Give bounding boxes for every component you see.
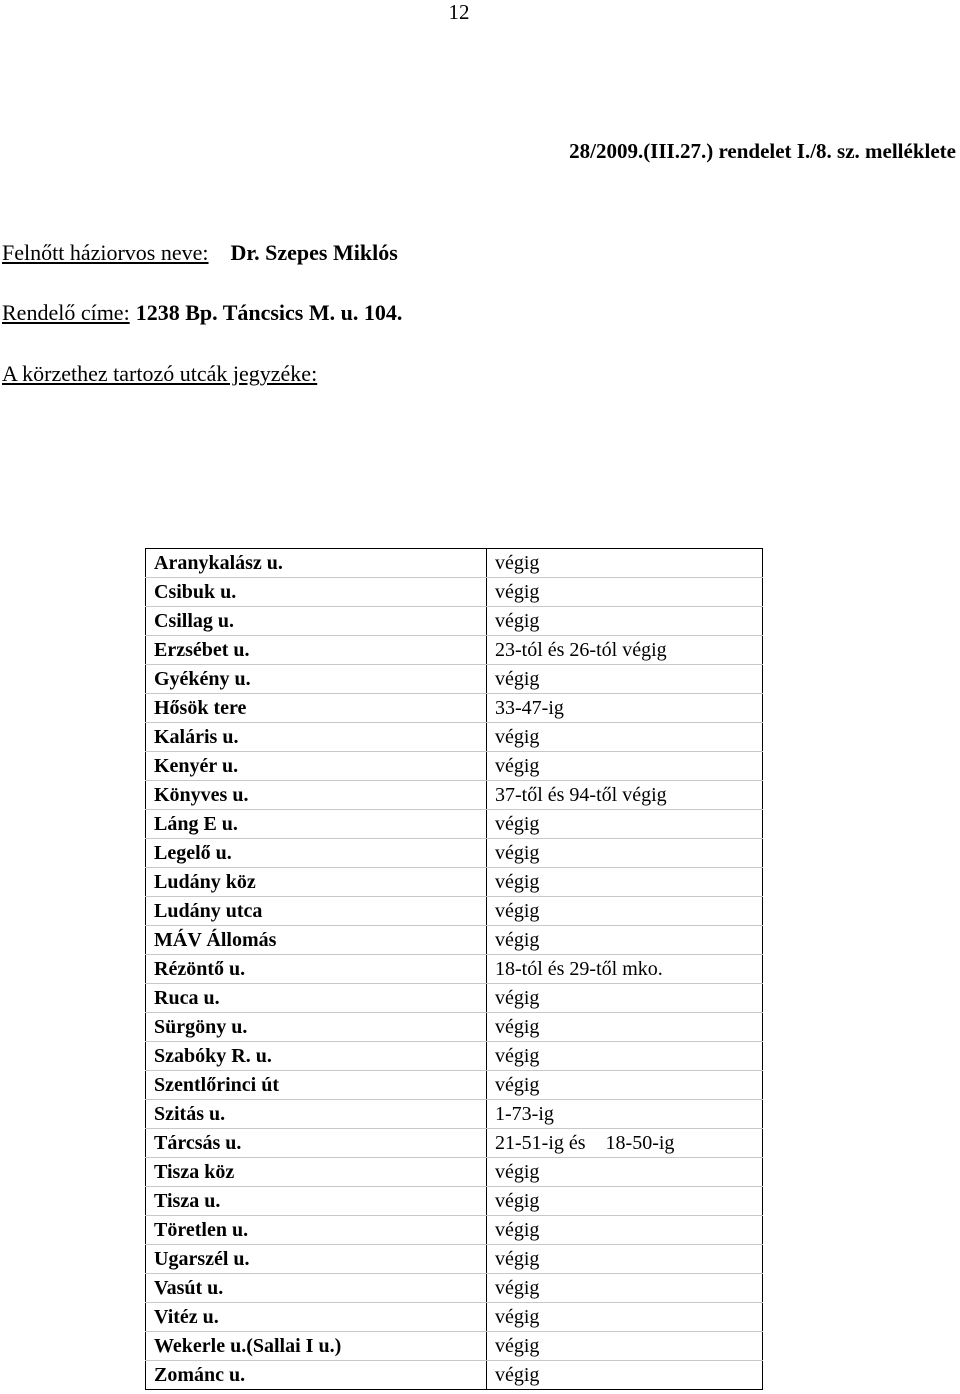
table-row [146,1158,763,1187]
table-row [146,723,763,752]
house-number-range: 18-tól és 29-től mko. [487,955,763,984]
house-number-range: végig [487,1158,763,1187]
table-row [146,868,763,897]
table-row [146,839,763,868]
table-row [146,1071,763,1100]
house-number-range: végig [487,839,763,868]
house-number-range: végig [487,1071,763,1100]
house-number-range: 33-47-ig [487,694,763,723]
table-row [146,897,763,926]
table-row [146,1245,763,1274]
street-name: Kenyér u. [146,752,487,781]
street-name: Csibuk u. [146,578,487,607]
house-number-range: végig [487,1042,763,1071]
address-line [2,299,402,327]
page-number: 12 [448,0,470,24]
house-number-range: végig [487,665,763,694]
house-number-range: 21-51-ig és 18-50-ig [487,1129,763,1158]
table-row [146,984,763,1013]
address-value: 1238 Bp. Táncsics M. u. 104. [135,300,403,325]
house-number-range: végig [487,549,763,578]
table-row [146,926,763,955]
table-row [146,1332,763,1361]
house-number-range: végig [487,1303,763,1332]
house-number-range: 1-73-ig [487,1100,763,1129]
house-number-range: végig [487,1013,763,1042]
street-name: Gyékény u. [146,665,487,694]
table-row [146,1187,763,1216]
street-name: Vasút u. [146,1274,487,1303]
table-row [146,1042,763,1071]
street-name: Rézöntő u. [146,955,487,984]
street-name: Töretlen u. [146,1216,487,1245]
table-row [146,1100,763,1129]
table-row [146,781,763,810]
table-row [146,549,763,578]
street-name: Láng E u. [146,810,487,839]
table-row [146,1216,763,1245]
street-name: Szabóky R. u. [146,1042,487,1071]
street-table [145,548,763,1390]
house-number-range: végig [487,607,763,636]
table-row [146,1303,763,1332]
street-name: Ugarszél u. [146,1245,487,1274]
street-name: Szentlőrinci út [146,1071,487,1100]
table-row [146,1361,763,1390]
street-name: Aranykalász u. [146,549,487,578]
address-label: Rendelő címe: [2,300,130,325]
street-name: Kaláris u. [146,723,487,752]
streets-title: A körzethez tartozó utcák jegyzéke: [2,361,318,386]
table-row [146,636,763,665]
table-row [146,752,763,781]
house-number-range: végig [487,1274,763,1303]
street-name: Erzsébet u. [146,636,487,665]
street-name: Ludány köz [146,868,487,897]
house-number-range: végig [487,1216,763,1245]
table-row [146,1129,763,1158]
street-name: Tisza köz [146,1158,487,1187]
street-name: Szitás u. [146,1100,487,1129]
table-row [146,607,763,636]
doctor-name: Dr. Szepes Miklós [230,240,398,265]
house-number-range: 23-tól és 26-tól végig [487,636,763,665]
street-name: MÁV Állomás [146,926,487,955]
table-row [146,1274,763,1303]
street-name: Zománc u. [146,1361,487,1390]
decree-reference: 28/2009.(III.27.) rendelet I./8. sz. melléklete [569,139,956,163]
house-number-range: végig [487,578,763,607]
house-number-range: végig [487,984,763,1013]
street-name: Ruca u. [146,984,487,1013]
table-row [146,665,763,694]
street-name: Ludány utca [146,897,487,926]
street-name: Legelő u. [146,839,487,868]
doctor-label: Felnőtt háziorvos neve: [2,240,209,265]
house-number-range: végig [487,1187,763,1216]
house-number-range: végig [487,868,763,897]
table-row [146,694,763,723]
street-table-body [146,549,763,1390]
doctor-line [2,239,398,267]
house-number-range: végig [487,1332,763,1361]
street-name: Tárcsás u. [146,1129,487,1158]
street-name: Tisza u. [146,1187,487,1216]
house-number-range: végig [487,810,763,839]
street-name: Hősök tere [146,694,487,723]
table-row [146,955,763,984]
house-number-range: végig [487,723,763,752]
table-row [146,578,763,607]
street-name: Vitéz u. [146,1303,487,1332]
street-name: Sürgöny u. [146,1013,487,1042]
street-name: Könyves u. [146,781,487,810]
house-number-range: 37-től és 94-től végig [487,781,763,810]
house-number-range: végig [487,926,763,955]
house-number-range: végig [487,897,763,926]
house-number-range: végig [487,1245,763,1274]
house-number-range: végig [487,752,763,781]
table-row [146,1013,763,1042]
house-number-range: végig [487,1361,763,1390]
street-name: Csillag u. [146,607,487,636]
table-row [146,810,763,839]
street-name: Wekerle u.(Sallai I u.) [146,1332,487,1361]
